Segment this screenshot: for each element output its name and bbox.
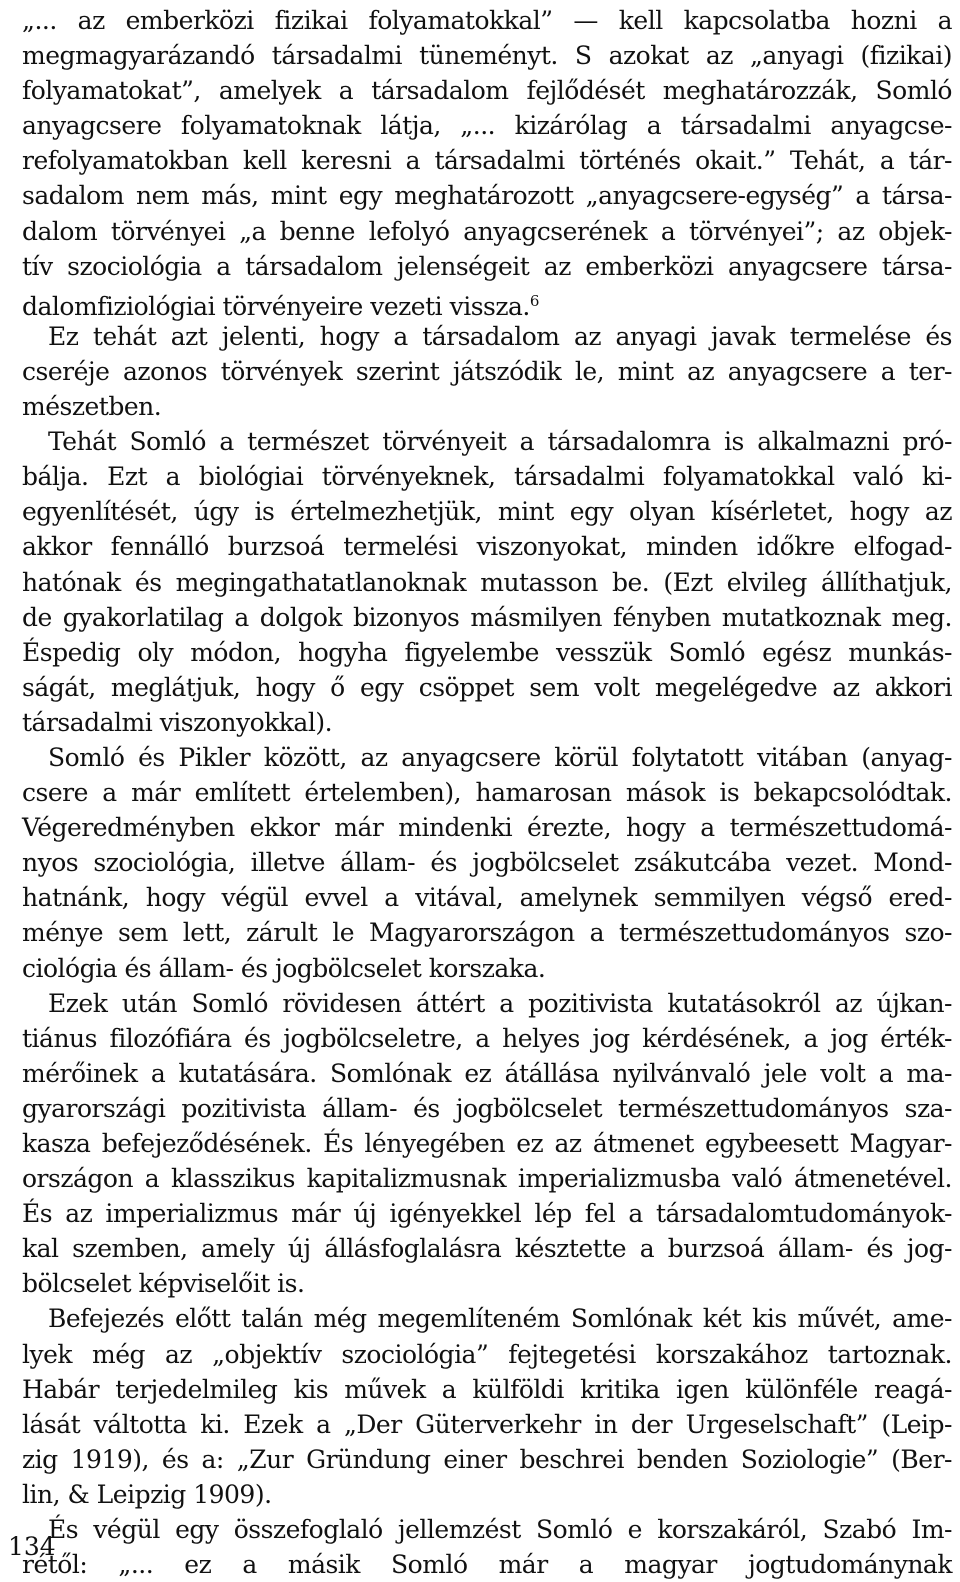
footnote-marker: 6 [529, 291, 539, 310]
text-line: hatónak és megingathatatlanoknak mutasson be. (Ezt elvileg állíthatjuk, [22, 567, 952, 597]
text-line: Végeredményben ekkor már mindenki érezte, hogy a természettudomá- [22, 813, 952, 843]
text-line: csere a már említett értelemben), hamarosan mások is bekapcsolódtak. [22, 778, 952, 808]
text-line: Ezek után Somló rövidesen áttért a pozitivista kutatásokról az újkan- [48, 988, 952, 1018]
text-line: cseréje azonos törvények szerint játszódik le, mint az anyagcsere a ter- [22, 356, 952, 386]
text-line: anyagcsere folyamatoknak látja, „... kizárólag a társadalmi anyagcse- [22, 111, 952, 141]
text-line: akkor fennálló burzsoá termelési viszonyokat, minden időkre elfogad- [22, 532, 952, 562]
text-line: kal szemben, amely új állásfoglalásra késztette a burzsoá állam- és jog- [22, 1234, 952, 1264]
text-line: Habár terjedelmileg kis művek a külföldi kritika igen különféle reagá- [22, 1374, 952, 1404]
text-line: zig 1919), és a: „Zur Gründung einer beschrei benden Soziologie” (Ber- [22, 1444, 952, 1474]
text-line: ságát, meglátjuk, hogy ő egy csöppet sem volt megelégedve az akkori [22, 672, 952, 702]
text-line: refolyamatokban kell keresni a társadalmi történés okait.” Tehát, a tár- [22, 146, 952, 176]
text-line: Somló és Pikler között, az anyagcsere körül folytatott vitában (anyag- [48, 742, 952, 772]
text-line: nyos szociológia, illetve állam- és jogbölcselet zsákutcába vezet. Mond- [22, 848, 952, 878]
text-line: Ez tehát azt jelenti, hogy a társadalom az anyagi javak termelése és [48, 321, 952, 351]
text-line: És végül egy összefoglaló jellemzést Somló e korszakáról, Szabó Im- [48, 1515, 952, 1545]
text-line: sadalom nem más, mint egy meghatározott „anyagcsere-egység” a társa- [22, 181, 952, 211]
text-line: hatnánk, hogy végül evvel a vitával, amelynek semmilyen végső ered- [22, 883, 952, 913]
text-line: folyamatokat”, amelyek a társadalom fejlődését meghatározzák, Somló [22, 76, 952, 106]
text-line: Befejezés előtt talán még megemlíteném Somlónak két kis művét, ame- [48, 1304, 952, 1334]
text-line: mészetben. [22, 392, 162, 422]
text-line: országon a klasszikus kapitalizmusnak imperializmusba való átmenetével. [22, 1164, 952, 1194]
text-line: „... az emberközi fizikai folyamatokkal” — kell kapcsolatba hozni a [22, 6, 952, 35]
text-line: ménye sem lett, zárult le Magyarországon a természettudományos szo- [22, 918, 952, 948]
text-line: Tehát Somló a természet törvényeit a társadalomra is alkalmazni pró- [48, 427, 952, 457]
text-line: ciológia és állam- és jogbölcselet korszaka. [22, 953, 546, 983]
text-line: tív szociológia a társadalom jelenségeit az emberközi anyagcsere társa- [22, 251, 952, 281]
text-line: lyek még az „objektív szociológia” fejtegetési korszakához tartoznak. [22, 1339, 952, 1369]
text-line [22, 284, 952, 319]
text-line-content: dalomfiziológiai törvényeire vezeti vissza. [22, 291, 530, 321]
text-line: bálja. Ezt a biológiai törvényeknek, társadalmi folyamatokkal való ki- [22, 462, 952, 492]
text-line: mérőinek a kutatására. Somlónak ez átállása nyilvánvaló jele volt a ma- [22, 1058, 952, 1088]
text-line: lin, & Leipzig 1909). [22, 1479, 272, 1509]
text-line: bölcselet képviselőit is. [22, 1269, 305, 1299]
text-line: dalom törvényei „a benne lefolyó anyagcserének a törvényei”; az objek- [22, 216, 952, 246]
text-line: És az imperializmus már új igényekkel lép fel a társadalomtudományok- [22, 1199, 952, 1229]
text-line: rétől: „... ez a másik Somló már a magyar jogtudománynak [22, 1550, 952, 1580]
text-line: kasza befejeződésének. És lényegében ez az átmenet egybeesett Magyar- [22, 1129, 952, 1158]
text-line: de gyakorlatilag a dolgok bizonyos másmilyen fényben mutatkoznak meg. [22, 602, 952, 632]
text-line: lását váltotta ki. Ezek a „Der Güterverkehr in der Urgeselschaft” (Leip- [22, 1409, 952, 1439]
text-line: egyenlítését, úgy is értelmezhetjük, mint egy olyan kísérletet, hogy az [22, 497, 952, 527]
text-line: Éspedig oly módon, hogyha figyelembe vesszük Somló egész munkás- [22, 637, 952, 667]
body-text [22, 3, 952, 1582]
text-line: tiánus filozófiára és jogbölcseletre, a helyes jog kérdésének, a jog érték- [22, 1023, 952, 1053]
text-line: gyarországi pozitivista állam- és jogbölcselet természettudományos sza- [22, 1093, 952, 1123]
page-number: 134 [8, 1532, 56, 1561]
text-line: társadalmi viszonyokkal). [22, 707, 333, 737]
text-line: megmagyarázandó társadalmi tüneményt. S azokat az „anyagi (fizikai) [22, 41, 952, 71]
